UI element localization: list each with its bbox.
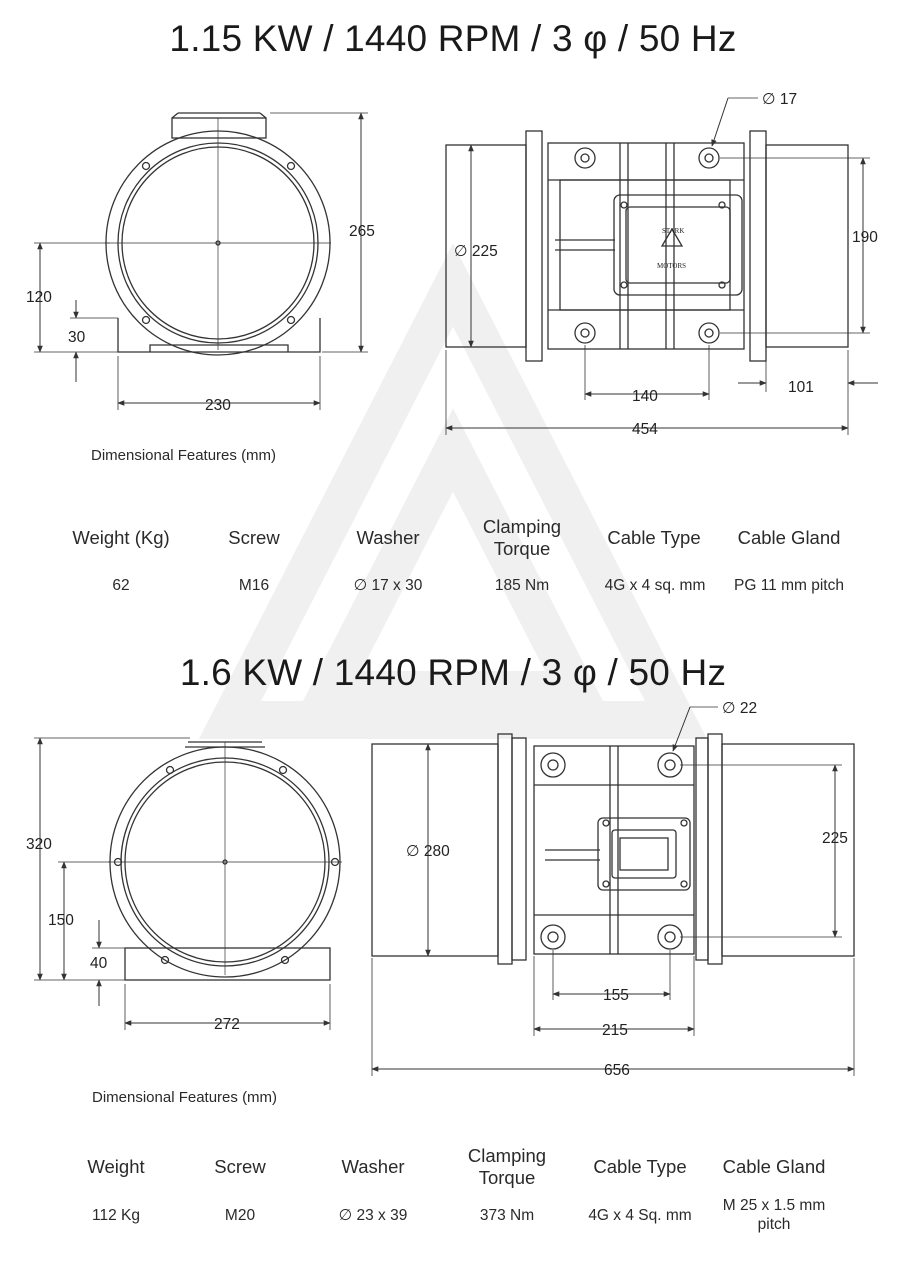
dim-height-1: 265 xyxy=(349,223,375,240)
spec1-value-screw: M16 xyxy=(238,577,270,594)
dim-bolt-span-2: 225 xyxy=(822,830,848,847)
spec1-value-torque: 185 Nm xyxy=(494,577,550,594)
dim-bolt-dia-1: ∅ 17 xyxy=(762,91,798,108)
dim-length-1: 454 xyxy=(632,421,658,438)
dim-shaft-1: 101 xyxy=(788,379,814,396)
section2-title: 1.6 KW / 1440 RPM / 3 φ / 50 Hz xyxy=(179,652,727,693)
spec2-header-weight: Weight xyxy=(87,1156,145,1177)
spec2-header-cable-type: Cable Type xyxy=(593,1156,687,1177)
dim-axis-height-2: 150 xyxy=(48,912,74,929)
spec2-value-weight: 112 Kg xyxy=(92,1207,140,1224)
spec2-header-screw: Screw xyxy=(214,1156,266,1177)
dim-bolt-span-1: 190 xyxy=(852,229,878,246)
section2-caption: Dimensional Features (mm) xyxy=(92,1089,278,1106)
dim-bolt-pitch-2: 155 xyxy=(603,987,629,1004)
spec1-header-washer: Washer xyxy=(356,527,420,548)
spec2-header-torque: Clamping Torque xyxy=(467,1145,547,1188)
dim-width-2: 272 xyxy=(214,1016,240,1033)
spec1-value-cable-gland: PG 11 mm pitch xyxy=(734,577,844,594)
dim-width-1: 230 xyxy=(205,397,231,414)
brand-motors: MOTORS xyxy=(657,262,687,270)
front-view-motor-2 xyxy=(108,742,342,980)
dim-bolt-pitch-1: 140 xyxy=(632,388,658,405)
spec2-header-cable-gland: Cable Gland xyxy=(722,1156,826,1177)
dim-foot-2: 40 xyxy=(90,955,108,972)
spec1-header-cable-type: Cable Type xyxy=(607,527,701,548)
dim-base-2: 215 xyxy=(602,1022,628,1039)
spec2-value-torque: 373 Nm xyxy=(479,1207,535,1224)
section1-caption: Dimensional Features (mm) xyxy=(91,447,277,464)
spec1-header-weight: Weight (Kg) xyxy=(72,527,170,548)
spec1-value-weight: 62 xyxy=(112,577,130,594)
spec2-value-cable-type: 4G x 4 Sq. mm xyxy=(588,1207,692,1224)
brand-stark: STARK xyxy=(662,227,685,235)
spec1-header-screw: Screw xyxy=(228,527,280,548)
dim-axis-height-1: 120 xyxy=(26,289,52,306)
dim-bolt-dia-2: ∅ 22 xyxy=(722,700,758,717)
spec1-value-cable-type: 4G x 4 sq. mm xyxy=(604,577,706,594)
spec1-header-torque: Clamping Torque xyxy=(482,516,562,559)
dim-body-dia-1: ∅ 225 xyxy=(454,243,498,260)
spec2-value-cable-gland: M 25 x 1.5 mm pitch xyxy=(722,1197,826,1233)
spec1-header-cable-gland: Cable Gland xyxy=(737,527,841,548)
spec1-value-washer: ∅ 17 x 30 xyxy=(353,577,423,594)
dim-length-2: 656 xyxy=(604,1062,630,1079)
section1-title: 1.15 KW / 1440 RPM / 3 φ / 50 Hz xyxy=(169,18,737,59)
spec2-value-screw: M20 xyxy=(224,1207,256,1224)
dim-foot-1: 30 xyxy=(68,329,86,346)
dim-height-2: 320 xyxy=(26,836,52,853)
dim-body-dia-2: ∅ 280 xyxy=(406,843,450,860)
spec2-value-washer: ∅ 23 x 39 xyxy=(338,1207,408,1224)
spec2-header-washer: Washer xyxy=(341,1156,405,1177)
